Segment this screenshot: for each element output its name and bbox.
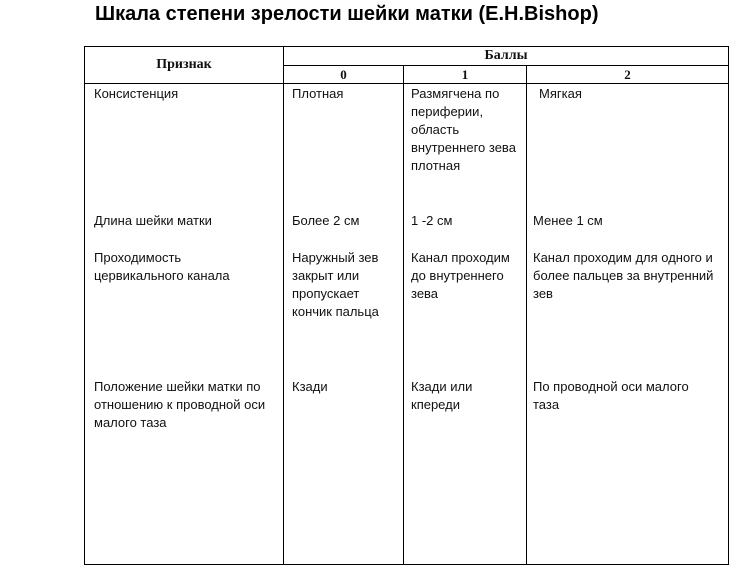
feature-patency: Проходимость цервикального канала	[94, 250, 230, 283]
position-score-0: Кзади	[292, 379, 328, 394]
position-score-1: Кзади или кпереди	[411, 379, 473, 412]
score-1-column	[404, 84, 527, 565]
length-score-1: 1 -2 см	[411, 213, 453, 228]
score-2-column	[527, 84, 729, 565]
header-points: Баллы	[284, 47, 729, 66]
header-score-1: 1	[404, 66, 527, 84]
patency-score-2: Канал проходим для одного и более пальцев за внутренний зев	[533, 250, 714, 301]
patency-score-1: Канал проходим до внутреннего зева	[411, 250, 510, 301]
table-body-row	[85, 84, 729, 565]
length-score-2: Менее 1 см	[533, 213, 603, 228]
feature-length: Длина шейки матки	[94, 213, 212, 228]
consistency-score-1: Размягчена по периферии, область внутреннего зева плотная	[411, 86, 516, 173]
feature-column	[85, 84, 284, 565]
bishop-score-table	[84, 46, 729, 565]
page-title: Шкала степени зрелости шейки матки (Е.H.Bishop)	[95, 3, 599, 25]
table-header-row	[85, 47, 729, 66]
feature-consistency: Консистенция	[94, 86, 179, 101]
feature-position: Положение шейки матки по отношению к проводной оси малого таза	[94, 379, 266, 430]
consistency-score-2: Мягкая	[539, 86, 582, 101]
consistency-score-0: Плотная	[292, 86, 344, 101]
header-score-2: 2	[527, 66, 729, 84]
score-0-column	[284, 84, 404, 565]
position-score-2: По проводной оси малого таза	[533, 379, 689, 412]
header-feature: Признак	[85, 47, 284, 84]
header-score-0: 0	[284, 66, 404, 84]
patency-score-0: Наружный зев закрыт или пропускает кончик пальца	[292, 250, 379, 319]
length-score-0: Более 2 см	[292, 213, 360, 228]
